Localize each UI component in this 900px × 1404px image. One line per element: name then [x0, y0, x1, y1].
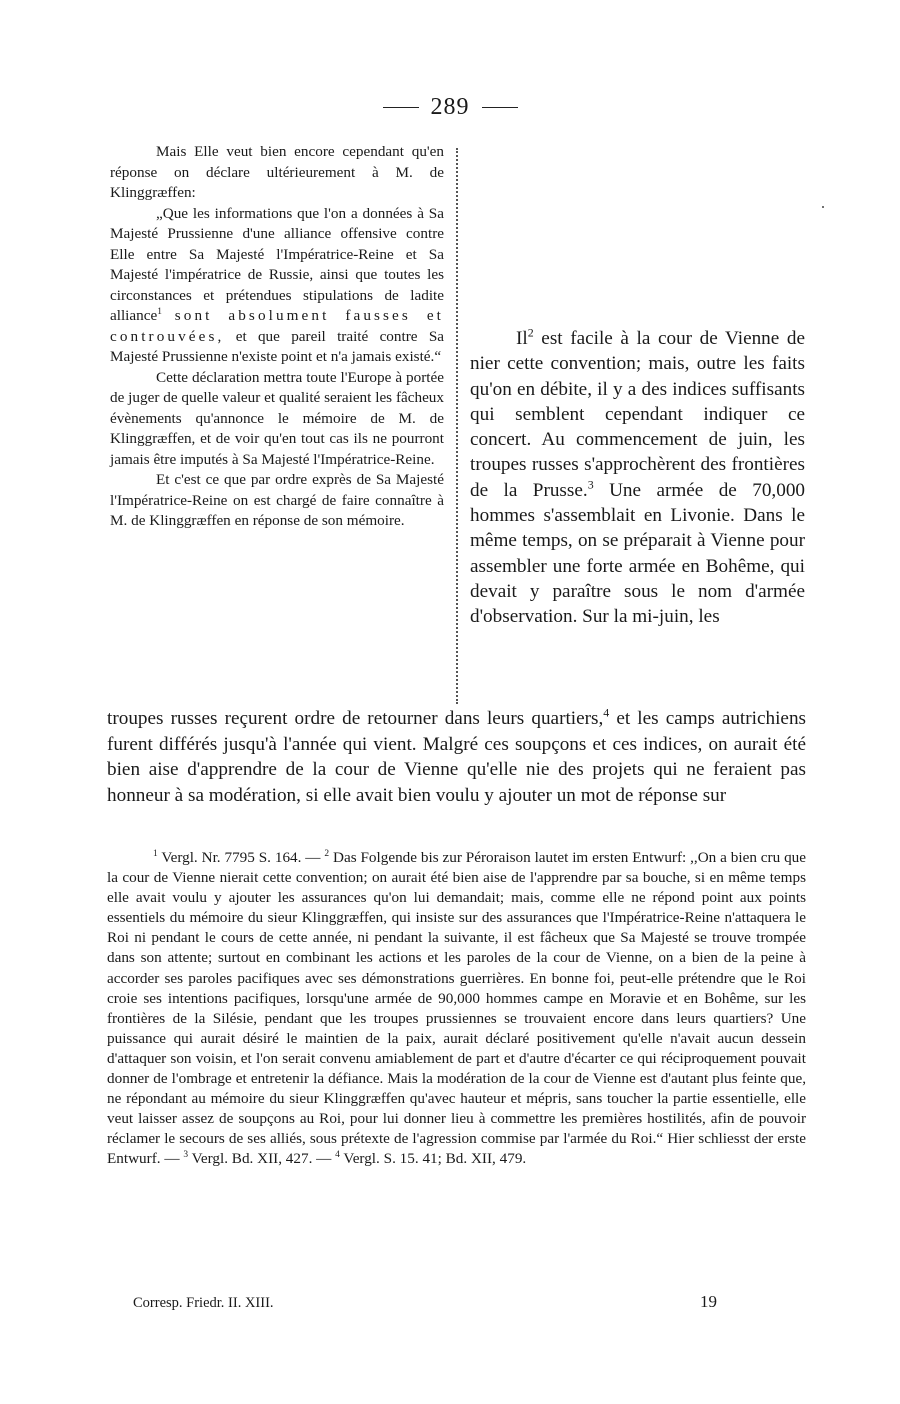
footnotes-paragraph: [107, 848, 806, 1170]
left-paragraph-4: Et c'est ce que par ordre exprès de Sa Majesté l'Impératrice-Reine on est chargé de faire connaître à M. de Klinggræffen en réponse de son mémoire.: [110, 471, 444, 529]
page-footer: [133, 1292, 717, 1312]
footnote-3-text: Vergl. Bd. XII, 427. —: [191, 1150, 332, 1168]
footer-signature: 19: [700, 1292, 717, 1311]
footnote-2-number: 2: [324, 848, 330, 859]
page-speck: [822, 206, 824, 208]
footnote-1-text: Vergl. Nr. 7795 S. 164. —: [161, 849, 321, 866]
body-continued: [107, 706, 806, 808]
right-column: [470, 326, 805, 630]
body-text-a: troupes russes reçurent ordre de retourner dans leurs quartiers,: [107, 708, 604, 729]
footer-source: Corresp. Friedr. II. XIII.: [133, 1295, 274, 1311]
footnotes: [107, 848, 806, 1170]
right-lead: Il: [516, 328, 528, 349]
body-paragraph: [107, 706, 806, 808]
footnote-ref-4: 4: [603, 705, 610, 720]
left-paragraph-1: Mais Elle veut bien encore cependant qu'en réponse on déclare ultérieurement à M. de Klinggræffen:: [110, 143, 444, 201]
footnote-4-number: 4: [335, 1150, 340, 1161]
footnote-ref-2: 2: [527, 325, 534, 340]
footnote-ref-1: 1: [157, 306, 162, 317]
footnote-ref-3: 3: [587, 477, 594, 492]
left-paragraph-2-text-b: et que pareil traité contre Sa Majesté Prussienne n'existe point et n'a jamais existé.“: [110, 327, 445, 365]
right-text-b: Une armée de 70,000 hommes s'assemblait en Livonie. Dans le même temps, on se préparait à Vienne pour assembler une forte armée en Bohême, qui devait y paraître sous le nom d'armée d'observation. Sur la mi-juin, les: [470, 479, 806, 628]
right-text-a: est facile à la cour de Vienne de nier cette convention; mais, outre les faits qu'on en débite, il y a des indices suffisants qui semblent cependant indiquer ce concert. Au commencement de juin, les troupes russes s'approchèrent des frontières de la Prusse.: [470, 328, 806, 501]
left-paragraph-2: [110, 204, 444, 368]
right-paragraph: [470, 326, 805, 630]
body-text-b: et les camps autrichiens furent différés jusqu'à l'année qui vient. Malgré ces soupçons et ces indices, on aurait été bien aise d'apprendre de la cour de Vienne qu'elle nie des projets qui ne feraient pas honneur à sa modération, si elle avait bien voulu y ajouter un mot de réponse sur: [107, 708, 807, 806]
left-paragraph-3: Cette déclaration mettra toute l'Europe à portée de juger de quelle valeur et qualité seraient les fâcheux évènements qu'annonce le mémoire de M. de Klinggræffen, et de voir qu'en tout cas ils ne pourront jamais être imputés à Sa Majesté l'Impératrice-Reine.: [110, 368, 444, 468]
footnote-2-text: Das Folgende bis zur Péroraison lautet im ersten Entwurf: ,,On a bien cru que la cour de Vienne nierait cette convention; on aurait été bien aise de l'apprendre par sa bouche, si en même temps elle avait voulu y ajouter les assurances qu'on lui demandait; mais, comme elle ne répond point aux points essentiels du mémoire du sieur Klinggræffen, qui insiste sur des assurances que l'Impératrice-Reine n'attaquera le Roi ni pendant le cours de cette année, ni pendant la suivante, il est fâcheux que Sa Majesté se trouve trompée dans son attente; surtout en combinant les actions et les paroles de la cour de Vienne, on a bien de la peine à accorder ses paroles pacifiques avec ses démonstrations guerrières. En bonne foi, peut-elle prétendre que le Roi croie ses intentions pacifiques, lorsqu'une armée de 90,000 hommes campe en Moravie et en Bohême, sur les frontières de la Silésie, pendant que les troupes prussiennes se trouvaient encore dans leurs quartiers? Une puissance qui aurait désiré le maintien de la paix, aurait déclaré positivement qu'elle n'avait aucun dessein d'attaquer son voisin, et l'on serait convenu amiablement de part et d'autre d'écarter ce qui réciproquement pouvait donner de l'ombrage et entretenir la défiance. Mais la modération de la cour de Vienne est d'autant plus feinte que, ne répondant au mémoire du sieur Klinggræffen qu'avec hauteur et mépris, sans toucher la partie essentielle, elle veut laisser assez de soupçons au Roi, pour lui donner lieu à commettre les premières hostilités, afin de pouvoir réclamer le secours de ses alliés, sous prétexte de l'agression commise par l'armée du Roi.“ Hier schliesst der erste Entwurf. —: [107, 849, 807, 1168]
footnote-3-number: 3: [183, 1150, 189, 1161]
page-header: [0, 92, 900, 122]
left-paragraph-2-spaced: sont absolument fausses et controuvées,: [110, 307, 444, 345]
header-rule-left: [383, 107, 419, 108]
header-rule-right: [482, 107, 518, 108]
left-column: [110, 142, 444, 532]
column-divider: [456, 148, 458, 704]
left-paragraph-2-text-a: „Que les informations que l'on a données à Sa Majesté Prussienne d'une alliance offensive contre Elle entre Sa Majesté l'Impératrice-Reine et Sa Majesté l'impératrice de Russie, ainsi que toutes les circonstances et prétendues stipulations de ladite alliance: [110, 204, 444, 324]
page-number: 289: [430, 93, 470, 120]
footnote-1-number: 1: [153, 848, 158, 859]
footnote-4-text: Vergl. S. 15. 41; Bd. XII, 479.: [343, 1150, 527, 1168]
